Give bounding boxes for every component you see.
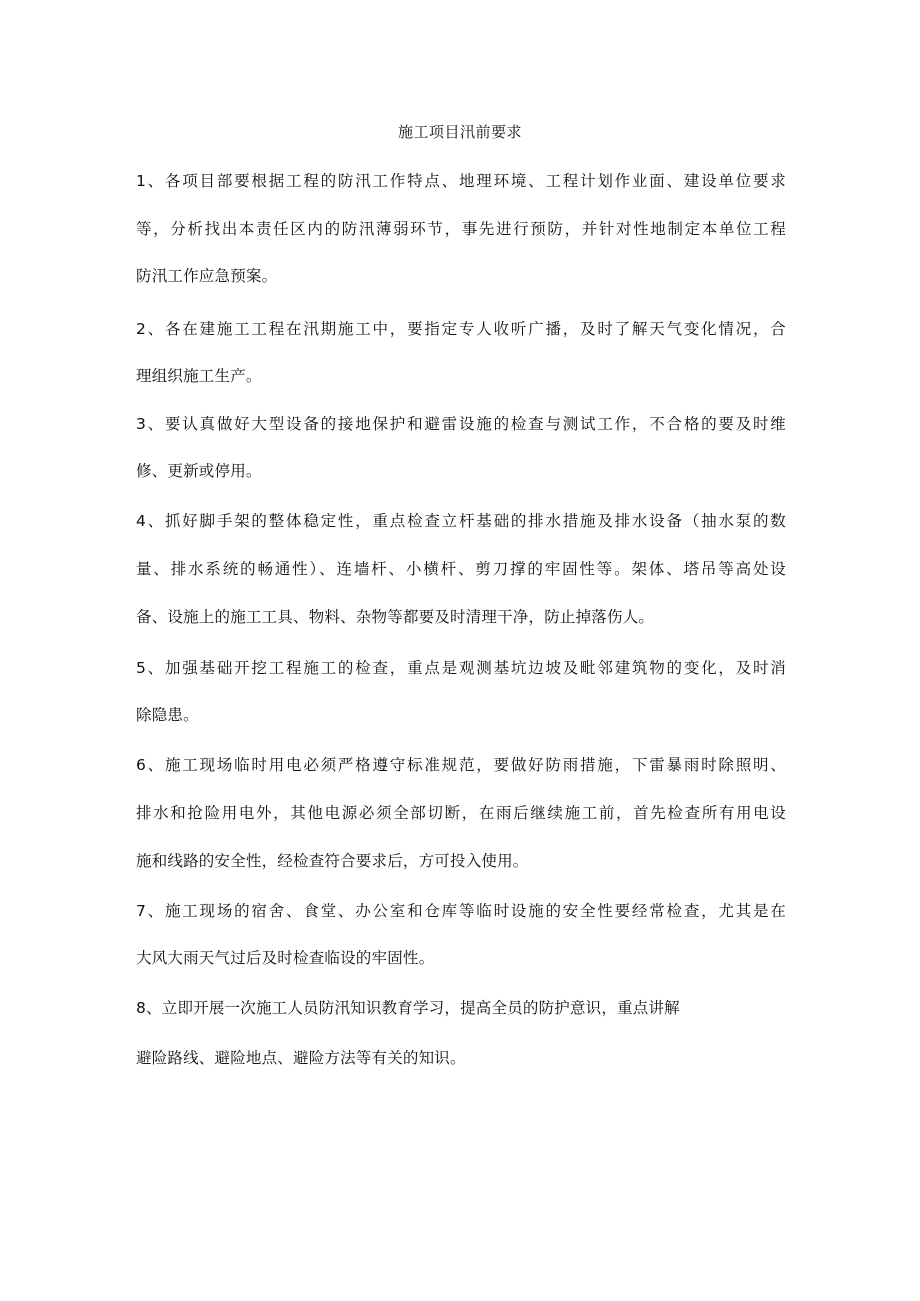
text-line: 排水和抢险用电外，其他电源必须全部切断，在雨后继续施工前，首先检查所有用电设 — [136, 804, 786, 822]
text-line: 施和线路的安全性，经检查符合要求后，方可投入使用。 — [136, 852, 529, 870]
text-line: 2、各在建施工工程在汛期施工中，要指定专人收听广播，及时了解天气变化情况，合 — [136, 320, 786, 338]
document-title: 施工项目汛前要求 — [397, 123, 522, 141]
text-line: 7、施工现场的宿舍、食堂、办公室和仓库等临时设施的安全性要经常检查，尤其是在 — [136, 902, 786, 920]
text-line: 除隐患。 — [136, 706, 199, 724]
text-line: 防汛工作应急预案。 — [136, 267, 278, 285]
text-line: 备、设施上的施工工具、物料、杂物等都要及时清理干净，防止掉落伤人。 — [136, 608, 655, 626]
text-line: 大风大雨天气过后及时检查临设的牢固性。 — [136, 949, 435, 967]
text-line: 修、更新或停用。 — [136, 462, 262, 480]
text-line: 6、施工现场临时用电必须严格遵守标准规范，要做好防雨措施，下雷暴雨时除照明、 — [136, 756, 786, 774]
text-line: 等，分析找出本责任区内的防汛薄弱环节，事先进行预防，并针对性地制定本单位工程 — [136, 220, 786, 238]
text-line: 量、排水系统的畅通性）、连墙杆、小横杆、剪刀撑的牢固性等。架体、塔吊等高处设 — [136, 560, 786, 578]
text-line: 理组织施工生产。 — [136, 367, 262, 385]
text-line: 3、要认真做好大型设备的接地保护和避雷设施的检查与测试工作，不合格的要及时维 — [136, 415, 786, 433]
text-line: 5、加强基础开挖工程施工的检查，重点是观测基坑边坡及毗邻建筑物的变化，及时消 — [136, 659, 786, 677]
text-line: 8、立即开展一次施工人员防汛知识教育学习，提高全员的防护意识，重点讲解 — [136, 999, 680, 1017]
text-line: 4、抓好脚手架的整体稳定性，重点检查立杆基础的排水措施及排水设备（抽水泵的数 — [136, 512, 786, 530]
text-line: 避险路线、避险地点、避险方法等有关的知识。 — [136, 1049, 466, 1067]
text-line: 1、各项目部要根据工程的防汛工作特点、地理环境、工程计划作业面、建设单位要求 — [136, 172, 786, 190]
